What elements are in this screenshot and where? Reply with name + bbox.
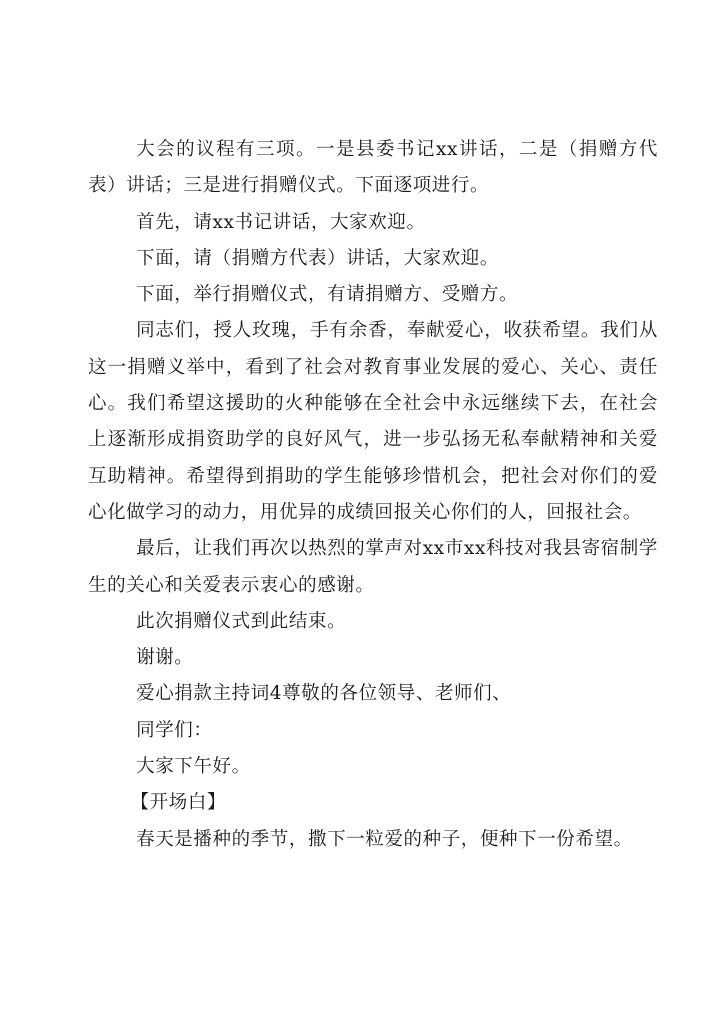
agenda-paragraph: 大会的议程有三项。一是县委书记xx讲话，二是（捐赠方代表）讲话；三是进行捐赠仪式。下面逐项进行。 <box>88 139 658 197</box>
thank-you-paragraph: 谢谢。 <box>136 647 194 669</box>
spring-paragraph: 春天是播种的季节，撒下一粒爱的种子，便种下一份希望。 <box>136 828 633 850</box>
donor-speech-paragraph: 下面，请（捐赠方代表）讲话，大家欢迎。 <box>136 247 499 269</box>
closing-paragraph: 此次捐赠仪式到此结束。 <box>136 610 347 632</box>
ceremony-paragraph: 下面，举行捐赠仪式，有请捐赠方、受赠方。 <box>136 284 519 306</box>
students-greeting-paragraph: 同学们： <box>136 719 213 741</box>
comrades-paragraph: 同志们，授人玫瑰，手有余香，奉献爱心，收获希望。我们从这一捐赠义举中，看到了社会对教育事业发展的爱心、关心、责任心。我们希望这援助的火种能够在全社会中永远继续下去，在社会上逐渐形成捐资助学的良好风气，进一步弘扬无私奉献精神和关爱互助精神。希望得到捐助的学生能够珍惜机会，把社会对你们的爱心化做学习的动力，用优异的成绩回报关心你们的人，回报社会。 <box>88 320 658 523</box>
thanks-paragraph: 最后，让我们再次以热烈的掌声对xx市xx科技对我县寄宿制学生的关心和关爱表示衷心的感谢。 <box>88 538 658 596</box>
section-heading-paragraph: 爱心捐款主持词4尊敬的各位领导、老师们、 <box>136 683 512 705</box>
opening-heading-paragraph: 【开场白】 <box>130 792 227 814</box>
document-body <box>88 132 658 858</box>
secretary-speech-paragraph: 首先，请xx书记讲话，大家欢迎。 <box>136 211 426 233</box>
good-afternoon-paragraph: 大家下午好。 <box>136 756 251 778</box>
